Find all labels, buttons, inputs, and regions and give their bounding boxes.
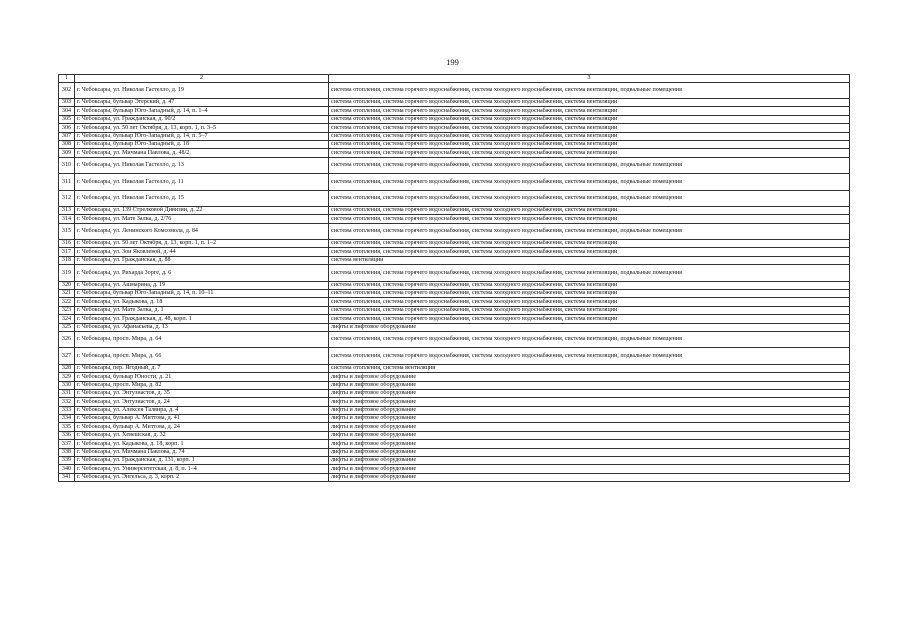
row-address: г. Чебоксары, ул. Мате Залка, д. 2/76 (75, 215, 329, 223)
row-systems: лифты и лифтовое оборудование (329, 448, 850, 456)
row-address: г. Чебоксары, бульвар Юго-Западный, д. 14, п. 5–7 (75, 132, 329, 140)
row-number: 308 (59, 140, 75, 148)
row-systems: система отопления, система горячего водоснабжения, система холодного водоснабжения, система вентиляции (329, 206, 850, 214)
row-systems: система отопления, система горячего водоснабжения, система холодного водоснабжения, система вентиляции (329, 240, 850, 248)
row-address: г. Чебоксары, ул. Мате Залка, д. 1 (75, 306, 329, 314)
row-address: г. Чебоксары, просп. Мира, д. 64 (75, 331, 329, 347)
row-number: 321 (59, 290, 75, 298)
row-systems: система отопления, система горячего водоснабжения, система холодного водоснабжения, система вентиляции (329, 115, 850, 123)
row-address: г. Чебоксары, бульвар Юго-Западный, д. 18 (75, 140, 329, 148)
row-number: 339 (59, 457, 75, 465)
row-address: г. Чебоксары, ул. Афанасьева, д. 13 (75, 323, 329, 331)
row-number: 316 (59, 240, 75, 248)
table-row (59, 298, 850, 306)
table-body (59, 82, 850, 482)
row-number: 307 (59, 132, 75, 140)
row-number: 315 (59, 223, 75, 239)
row-systems: система отопления, система горячего водоснабжения, система холодного водоснабжения, система вентиляции, подвальные помещения (329, 174, 850, 190)
row-number: 304 (59, 107, 75, 115)
row-address: г. Чебоксары, бульвар Юности, д. 21 (75, 373, 329, 381)
row-systems: система отопления, система горячего водоснабжения, система холодного водоснабжения, система вентиляции, подвальные помещения (329, 157, 850, 173)
row-number: 334 (59, 415, 75, 423)
row-address: г. Чебоксары, ул. Гражданская, д. 90/2 (75, 115, 329, 123)
row-systems: лифты и лифтовое оборудование (329, 457, 850, 465)
row-address: г. Чебоксары, ул. Гражданская, д. 48, корп. 1 (75, 315, 329, 323)
row-number: 341 (59, 473, 75, 481)
table-row (59, 348, 850, 364)
table-row (59, 440, 850, 448)
row-address: г. Чебоксары, бульвар А. Миттова, д. 41 (75, 415, 329, 423)
row-number: 324 (59, 315, 75, 323)
row-systems: система отопления, система горячего водоснабжения, система холодного водоснабжения, система вентиляции (329, 248, 850, 256)
row-systems: лифты и лифтовое оборудование (329, 389, 850, 397)
table-row (59, 190, 850, 206)
table-row (59, 415, 850, 423)
row-number: 336 (59, 431, 75, 439)
row-address: г. Чебоксары, просп. Мира, д. 82 (75, 381, 329, 389)
row-number: 331 (59, 389, 75, 397)
row-systems: лифты и лифтовое оборудование (329, 398, 850, 406)
row-systems: лифты и лифтовое оборудование (329, 415, 850, 423)
page-number: 199 (446, 57, 459, 67)
row-number: 312 (59, 190, 75, 206)
row-systems: система отопления, система горячего водоснабжения, система холодного водоснабжения, система вентиляции (329, 107, 850, 115)
table-row (59, 98, 850, 106)
row-address: г. Чебоксары, пер. Ягодный, д. 7 (75, 364, 329, 372)
row-address: г. Чебоксары, просп. Мира, д. 66 (75, 348, 329, 364)
row-number: 320 (59, 281, 75, 289)
row-systems: система отопления, система горячего водоснабжения, система холодного водоснабжения, система вентиляции, подвальные помещения (329, 265, 850, 281)
row-number: 309 (59, 149, 75, 157)
row-systems: система отопления, система горячего водоснабжения, система холодного водоснабжения, система вентиляции (329, 132, 850, 140)
table-row (59, 398, 850, 406)
column-header-2: 2 (75, 75, 329, 83)
table-row (59, 132, 850, 140)
table-header (59, 75, 850, 83)
row-number: 330 (59, 381, 75, 389)
row-address: г. Чебоксары, ул. Гражданская, д. 88 (75, 256, 329, 264)
row-address: г. Чебоксары, ул. Ашмарина, д. 19 (75, 281, 329, 289)
table-row (59, 215, 850, 223)
row-number: 325 (59, 323, 75, 331)
column-header-3: 3 (329, 75, 850, 83)
table-row (59, 389, 850, 397)
row-systems: система отопления, система горячего водоснабжения, система холодного водоснабжения, система вентиляции (329, 98, 850, 106)
table-row (59, 265, 850, 281)
row-address: г. Чебоксары, ул. Ленинского Комсомола, д. 84 (75, 223, 329, 239)
row-systems: лифты и лифтовое оборудование (329, 423, 850, 431)
table-row (59, 323, 850, 331)
row-number: 329 (59, 373, 75, 381)
row-systems: система отопления, система горячего водоснабжения, система холодного водоснабжения, система вентиляции, подвальные помещения (329, 223, 850, 239)
row-number: 317 (59, 248, 75, 256)
table-row (59, 473, 850, 481)
row-address: г. Чебоксары, ул. Кадыкова, д. 18 (75, 298, 329, 306)
row-systems: лифты и лифтовое оборудование (329, 381, 850, 389)
table-row (59, 373, 850, 381)
row-address: г. Чебоксары, ул. 139 Стрелковой Дивизии, д. 22 (75, 206, 329, 214)
table-row (59, 315, 850, 323)
row-address: г. Чебоксары, ул. Университетская, д. 8, п. 1–4 (75, 465, 329, 473)
row-systems: система отопления, система горячего водоснабжения, система холодного водоснабжения, система вентиляции (329, 149, 850, 157)
table-row (59, 431, 850, 439)
table-row (59, 115, 850, 123)
row-address: г. Чебоксары, ул. Мичмана Павлова, д. 74 (75, 448, 329, 456)
table-row (59, 448, 850, 456)
register-table (58, 74, 850, 482)
table-row (59, 174, 850, 190)
table-row (59, 124, 850, 132)
row-systems: система вентиляции (329, 256, 850, 264)
row-systems: система отопления, система горячего водоснабжения, система холодного водоснабжения, система вентиляции (329, 215, 850, 223)
row-address: г. Чебоксары, ул. Николая Гастелло, д. 13 (75, 157, 329, 173)
row-number: 302 (59, 82, 75, 98)
row-address: г. Чебоксары, бульвар Эгерский, д. 47 (75, 98, 329, 106)
row-number: 337 (59, 440, 75, 448)
row-address: г. Чебоксары, ул. Зои Яковлевой, д. 44 (75, 248, 329, 256)
row-systems: система отопления, система горячего водоснабжения, система холодного водоснабжения, система вентиляции (329, 315, 850, 323)
row-number: 340 (59, 465, 75, 473)
table-row (59, 223, 850, 239)
row-systems: лифты и лифтовое оборудование (329, 465, 850, 473)
table-row (59, 364, 850, 372)
row-systems: лифты и лифтовое оборудование (329, 406, 850, 414)
row-systems: система отопления, система горячего водоснабжения, система холодного водоснабжения, система вентиляции, подвальные помещения (329, 348, 850, 364)
row-number: 305 (59, 115, 75, 123)
row-systems: система отопления, система горячего водоснабжения, система холодного водоснабжения, система вентиляции (329, 306, 850, 314)
table-row (59, 248, 850, 256)
table-row (59, 240, 850, 248)
row-number: 318 (59, 256, 75, 264)
row-number: 338 (59, 448, 75, 456)
table-row (59, 406, 850, 414)
table-row (59, 331, 850, 347)
table-row (59, 149, 850, 157)
row-address: г. Чебоксары, ул. Энтузиастов, д. 35 (75, 389, 329, 397)
table-row (59, 107, 850, 115)
table-row (59, 206, 850, 214)
table-row (59, 306, 850, 314)
row-number: 322 (59, 298, 75, 306)
row-systems: лифты и лифтовое оборудование (329, 440, 850, 448)
row-number: 314 (59, 215, 75, 223)
table-row (59, 281, 850, 289)
row-systems: лифты и лифтовое оборудование (329, 323, 850, 331)
row-address: г. Чебоксары, ул. Рихарда Зорге, д. 6 (75, 265, 329, 281)
table-row (59, 157, 850, 173)
row-address: г. Чебоксары, ул. Энтузиастов, д. 24 (75, 398, 329, 406)
table-row (59, 381, 850, 389)
row-systems: система отопления, система горячего водоснабжения, система холодного водоснабжения, система вентиляции, подвальные помещения (329, 82, 850, 98)
row-systems: система отопления, система горячего водоснабжения, система холодного водоснабжения, система вентиляции, подвальные помещения (329, 190, 850, 206)
row-number: 335 (59, 423, 75, 431)
row-address: г. Чебоксары, ул. Кадыкова, д. 18, корп. 1 (75, 440, 329, 448)
table-row (59, 140, 850, 148)
row-number: 323 (59, 306, 75, 314)
row-number: 311 (59, 174, 75, 190)
row-address: г. Чебоксары, ул. Николая Гастелло, д. 15 (75, 190, 329, 206)
row-number: 326 (59, 331, 75, 347)
row-number: 306 (59, 124, 75, 132)
row-address: г. Чебоксары, ул. Алексея Талвира, д. 4 (75, 406, 329, 414)
table-row (59, 82, 850, 98)
row-systems: система отопления, система горячего водоснабжения, система холодного водоснабжения, система вентиляции, подвальные помещения (329, 331, 850, 347)
row-address: г. Чебоксары, ул. 50 лет Октября, д. 13, корп. 1, п. 3–5 (75, 124, 329, 132)
row-number: 332 (59, 398, 75, 406)
row-systems: система отопления, система вентиляции (329, 364, 850, 372)
row-systems: лифты и лифтовое оборудование (329, 431, 850, 439)
table-row (59, 256, 850, 264)
row-number: 303 (59, 98, 75, 106)
row-systems: система отопления, система горячего водоснабжения, система холодного водоснабжения, система вентиляции (329, 124, 850, 132)
table-row (59, 465, 850, 473)
row-address: г. Чебоксары, ул. Николая Гастелло, д. 11 (75, 174, 329, 190)
column-header-1: 1 (59, 75, 75, 83)
row-number: 327 (59, 348, 75, 364)
row-address: г. Чебоксары, ул. 50 лет Октября, д. 13, корп. 1, п. 1–2 (75, 240, 329, 248)
row-address: г. Чебоксары, бульвар Юго-Западный, д. 14, п. 10–11 (75, 290, 329, 298)
row-systems: система отопления, система горячего водоснабжения, система холодного водоснабжения, система вентиляции (329, 290, 850, 298)
row-systems: система отопления, система горячего водоснабжения, система холодного водоснабжения, система вентиляции (329, 281, 850, 289)
row-number: 313 (59, 206, 75, 214)
row-number: 310 (59, 157, 75, 173)
row-number: 333 (59, 406, 75, 414)
row-systems: система отопления, система горячего водоснабжения, система холодного водоснабжения, система вентиляции (329, 298, 850, 306)
row-systems: система отопления, система горячего водоснабжения, система холодного водоснабжения, система вентиляции (329, 140, 850, 148)
row-systems: лифты и лифтовое оборудование (329, 473, 850, 481)
table-row (59, 290, 850, 298)
row-address: г. Чебоксары, ул. Хевешская, д. 32 (75, 431, 329, 439)
row-systems: лифты и лифтовое оборудование (329, 373, 850, 381)
row-number: 328 (59, 364, 75, 372)
row-address: г. Чебоксары, ул. Гражданская, д. 131, корп. 1 (75, 457, 329, 465)
row-address: г. Чебоксары, ул. Мичмана Павлова, д. 48/2 (75, 149, 329, 157)
row-address: г. Чебоксары, ул. Николая Гастелло, д. 19 (75, 82, 329, 98)
row-address: г. Чебоксары, бульвар Юго-Западный, д. 14, п. 1–4 (75, 107, 329, 115)
table-row (59, 457, 850, 465)
table-row (59, 423, 850, 431)
header-row (59, 75, 850, 83)
row-address: г. Чебоксары, бульвар А. Миттова, д. 24 (75, 423, 329, 431)
row-address: г. Чебоксары, ул. Энгельса, д. 3, корп. 2 (75, 473, 329, 481)
row-number: 319 (59, 265, 75, 281)
